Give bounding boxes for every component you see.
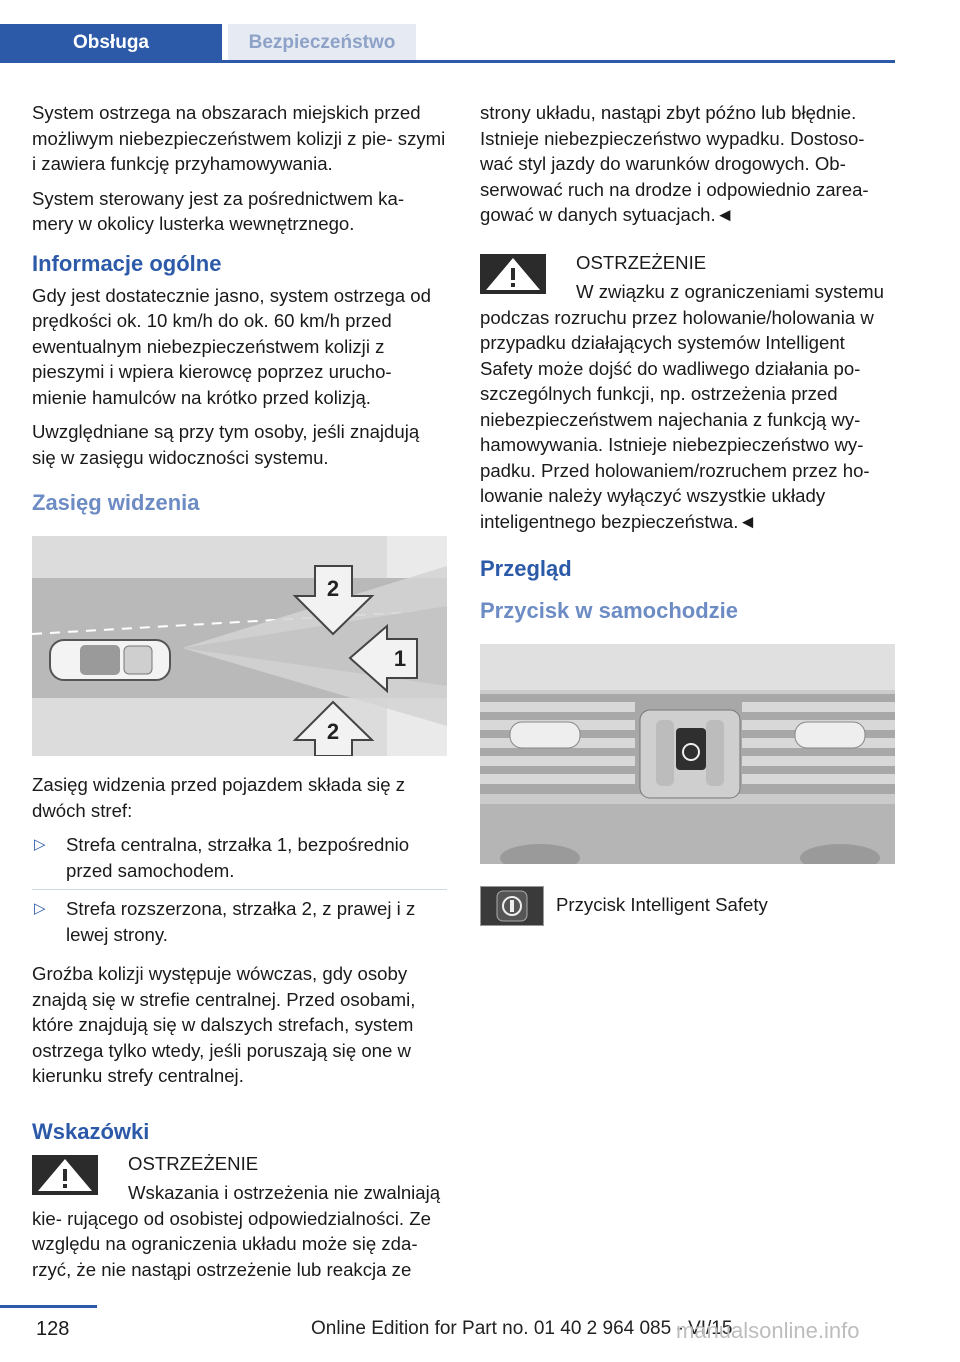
button-caption: Przycisk Intelligent Safety: [556, 894, 768, 915]
field-of-view-svg: [32, 536, 447, 756]
watermark: manualsonline.info: [676, 1318, 860, 1343]
warning-triangle-icon: [480, 254, 546, 294]
online-edition-text: Online Edition for Part no. 01 40 2 964 085 - VI/15: [311, 1318, 733, 1339]
visibility-paragraph: Uwzględniane są przy tym osoby, jeśli znajdują się w zasięgu widoczności systemu.: [32, 421, 420, 468]
list-item: [32, 832, 447, 890]
heading-button-in-car: Przycisk w samochodzie: [480, 598, 738, 623]
page-number: 128: [36, 1318, 70, 1340]
heading-general-info: Informacje ogólne: [32, 250, 222, 276]
zones-intro: Zasięg widzenia przed pojazdem składa się z dwóch stref:: [32, 774, 406, 821]
warning-text-content: W związku z ograniczeniami systemu podczas rozruchu przez holowanie/holowania w przypadku działających systemów Intelligent Safety może dojść do wadliwego działania po- szczególnych funkcji, np. ostrzeżenia przed niebezpieczeństwem najechania z funkcją wy- hamowywania. Istnieje niebezpieczeństwo wy- padku. Przed holowaniem/rozruchem przez ho- lowanie należy wyłączyć wszystkie układy inteligentnego bezpieczeństwa.◄: [480, 281, 884, 532]
dashboard-button-photo: [480, 644, 895, 864]
collision-paragraph: Groźba kolizji występuje wówczas, gdy osoby znajdą się w strefie centralnej. Przed osobami, które znajdują się w dalszych strefach, system ostrzega tylko wtedy, jeśli poruszają się one w kierunku strefy centralnej.: [32, 963, 416, 1086]
dashboard-photo-svg: [480, 644, 895, 864]
warning-block: [480, 250, 895, 535]
warning-text: [32, 1180, 447, 1282]
safety-button-icon: [676, 728, 706, 770]
triangle-bullet-icon: ▷: [34, 900, 46, 917]
triangle-bullet-icon: ▷: [34, 836, 46, 853]
section-tabs: [0, 24, 960, 62]
tab-operation[interactable]: Obsługa: [0, 24, 222, 62]
header-rule: [0, 60, 895, 63]
arrow-1-label: 1: [393, 646, 407, 671]
car-icon: [50, 640, 170, 680]
warning-block: [32, 1151, 447, 1283]
tab-safety[interactable]: Bezpieczeństwo: [228, 24, 416, 62]
arrow-2-top-label: 2: [326, 576, 340, 601]
footer-rule: [0, 1305, 97, 1308]
warning-title: OSTRZEŻENIE: [128, 1152, 259, 1174]
list-item: [32, 896, 447, 953]
intelligent-safety-button-icon: [480, 886, 544, 926]
button-legend: [480, 886, 895, 926]
continued-paragraph: strony układu, nastąpi zbyt późno lub błędnie. Istnieje niebezpieczeństwo wypadku. Dostoso- wać styl jazdy do warunków drogowych. Ob- serwować ruch na drodze i odpowiednio zarea- gować w danych sytuacjach.◄: [480, 102, 869, 225]
heading-notes: Wskazówki: [32, 1118, 150, 1144]
camera-paragraph: System sterowany jest za pośrednictwem ka- mery w okolicy lusterka wewnętrznego.: [32, 187, 405, 234]
warning-text: [480, 279, 895, 534]
heading-field-of-view: Zasięg widzenia: [32, 490, 200, 515]
general-paragraph: Gdy jest dostatecznie jasno, system ostrzega od prędkości ok. 10 km/h do ok. 60 km/h przed ewentualnym niebezpieczeństwem kolizji z pieszymi i wpiera kierowcę poprzez urucho- mienie hamulców na krótko przed kolizją.: [32, 284, 431, 408]
right-column: [480, 100, 895, 926]
heading-overview: Przegląd: [480, 556, 572, 581]
field-of-view-diagram: [32, 536, 447, 756]
zones-list: [32, 832, 447, 953]
list-item-text: Strefa centralna, strzałka 1, bezpośrednio przed samochodem.: [66, 834, 410, 881]
list-item-text: Strefa rozszerzona, strzałka 2, z prawej i z lewej strony.: [66, 898, 416, 945]
arrow-2-bottom-label: 2: [326, 719, 340, 744]
warning-text-content: Wskazania i ostrzeżenia nie zwalniają kie- rującego od osobistej odpowiedzialności. Ze względu na ograniczenia układu może się zda- rzyć, że nie nastąpi ostrzeżenie lub reakcja ze: [32, 1182, 441, 1280]
warning-triangle-icon: [32, 1155, 98, 1195]
warning-title: OSTRZEŻENIE: [576, 251, 707, 273]
left-column: [32, 100, 447, 1291]
intro-paragraph: System ostrzega na obszarach miejskich przed możliwym niebezpieczeństwem kolizji z pie- szymi i zawiera funkcję przyhamowywania.: [32, 102, 446, 174]
